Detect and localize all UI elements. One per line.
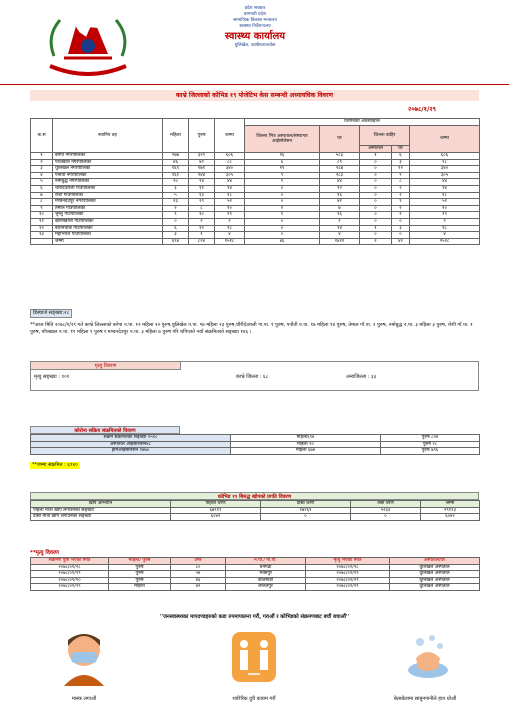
cell-e: ३४० — [410, 166, 480, 173]
handwash-illustration — [402, 628, 454, 686]
report-title: काभ्रे जिल्लाको कोभिड १९ पोजेटिभ केस सम्बन्धी अध्यावधिक विवरण — [30, 90, 479, 101]
col-status-group: विरामीको अवस्थाहाल — [245, 119, 480, 126]
vaccine-cell-1: ६७९१९ — [171, 507, 261, 514]
total-sn — [31, 238, 53, 245]
cell-t: ८८ — [215, 159, 245, 166]
death-cell-2: ५४ — [171, 571, 226, 578]
death-cell-3: काठमाडौं — [226, 577, 306, 584]
active-cell-c: पुरुष ७९६ — [381, 448, 480, 455]
gov-line-3: सामाजिक विकास मन्त्रालय — [233, 18, 277, 23]
active-row — [31, 448, 480, 455]
table-row — [31, 232, 480, 239]
cell-b: १६ — [320, 212, 360, 219]
cell-a: ० — [245, 185, 320, 192]
cell-sn: १० — [31, 212, 53, 219]
office-location: धुलिखेल, काभ्रेपलाञ्चोक — [234, 43, 276, 48]
death-cell-2: ४२ — [171, 584, 226, 591]
covid-cases-table — [30, 118, 480, 245]
cell-t: ४ — [215, 232, 245, 239]
dd-col-3: न.पा./ गा.पा. — [226, 558, 306, 565]
cell-t: १८ — [215, 225, 245, 232]
cell-name: मण्डनदेउपुर नगरपालिका — [53, 199, 163, 206]
total-m: ८२४ — [189, 238, 215, 245]
cell-f: ५ — [163, 192, 189, 199]
table-total-row — [31, 238, 480, 245]
death-cell-0: २०७८/०१/१० — [31, 577, 109, 584]
total-d: ४२ — [392, 238, 410, 245]
cell-f: १६९ — [163, 166, 189, 173]
death-cell-4: २०७८/०१/२९ — [306, 584, 390, 591]
cell-d: ६ — [392, 153, 410, 160]
active-row — [31, 441, 480, 448]
cell-f: २७७ — [163, 153, 189, 160]
cell-b: १६ — [320, 192, 360, 199]
cell-sn: १३ — [31, 232, 53, 239]
cell-b: ५८३ — [320, 153, 360, 160]
table-row — [31, 192, 480, 199]
total-f: ६९४ — [163, 238, 189, 245]
caption-handwash: बेलाबेलामा साबुनपानीले हात धोऔं — [393, 696, 457, 702]
cell-f: ३ — [163, 185, 189, 192]
death-cell-0: २०७८/०१/२९ — [31, 584, 109, 591]
death-cell-3: धनगढी — [226, 564, 306, 571]
cell-name: रोशी गाउँपालिका — [53, 192, 163, 199]
vaccine-cell-2: १७२६१ — [261, 507, 351, 514]
active-cell-a: होमआईसोलेसन १४७० — [31, 448, 231, 455]
cell-name: धुलिखेल नगरपालिका — [53, 166, 163, 173]
death-cell-3: भक्तपुर — [226, 571, 306, 578]
vaccine-row — [31, 507, 480, 514]
cell-e: १४ — [410, 185, 480, 192]
cell-f: ० — [163, 218, 189, 225]
cell-f: २३ — [163, 199, 189, 206]
cell-a: ११ — [245, 166, 320, 173]
cell-e: ४४ — [410, 179, 480, 186]
cell-sn: ३ — [31, 166, 53, 173]
col-total2: जम्मा — [410, 125, 480, 152]
death-cell-5: धुलिखेल अस्पताल — [390, 571, 480, 578]
active-cell-a: सक्रम संक्रमितको सङ्ख्या १५१८ — [31, 435, 231, 442]
cell-c: ० — [360, 205, 392, 212]
death-cell-2: ४६ — [171, 577, 226, 584]
table-row — [31, 225, 480, 232]
cell-t: १९ — [215, 212, 245, 219]
vaccine-cell-3: ० — [351, 514, 421, 521]
cell-e: २ — [410, 218, 480, 225]
cell-b: ४४ — [320, 179, 360, 186]
table-row — [31, 218, 480, 225]
table-row — [31, 166, 480, 173]
cell-sn: २ — [31, 159, 53, 166]
cell-name: बनेपा नगरपालिका — [53, 153, 163, 160]
vaccine-cell-0: दोस्रो मात्रा खोप लगाउनेको सङ्ख्या — [31, 514, 171, 521]
cell-name: चौरीदेउराली गाउँपालिका — [53, 185, 163, 192]
cell-m: ११ — [189, 185, 215, 192]
death-details-title: **मृत्यु विवरण — [30, 550, 59, 556]
cell-sn: १ — [31, 153, 53, 160]
report-date: २०७८/१/२९ — [408, 105, 436, 113]
cell-a: ० — [245, 199, 320, 206]
cell-c: १ — [360, 225, 392, 232]
cell-e: ३०५ — [410, 172, 480, 179]
cell-d: २ — [392, 185, 410, 192]
cell-e: ५२ — [410, 199, 480, 206]
cell-f: ४६ — [163, 159, 189, 166]
dd-col-2: उमेर — [171, 558, 226, 565]
cell-d: २ — [392, 212, 410, 219]
death-cell-1: पुरुष — [109, 571, 171, 578]
cell-b: ४ — [320, 232, 360, 239]
death-cell-5: धुलिखेल अस्पताल — [390, 577, 480, 584]
death-cell-1: महिला — [109, 584, 171, 591]
gov-line-4: स्वास्थ्य निर्देशनालय — [239, 24, 271, 29]
col-total: जम्मा — [215, 119, 245, 153]
cell-m: १० — [189, 212, 215, 219]
cell-m: १२ — [189, 225, 215, 232]
active-cell-b: महिला६९४ — [231, 435, 381, 442]
cell-sn: ७ — [31, 192, 53, 199]
caption-distance: शारिरिक दुरी कायम गरौं — [232, 696, 276, 702]
active-cases-body — [31, 435, 480, 455]
cell-b: २ — [320, 218, 360, 225]
cell-c: ० — [360, 166, 392, 173]
death-summary-title: मृत्यु विवरण — [31, 362, 181, 370]
cell-c: ० — [360, 185, 392, 192]
caption-mask: मास्क लगाऔं — [71, 696, 97, 702]
office-name: स्वास्थ्य कार्यालय — [224, 31, 286, 42]
new-cases-paragraph: **आज मिति २०७८/१/२९ गते काभ्रे जिल्लाको बनेपा न.पा. १२ महिला २२ पुरुष,धुलिखेल न.पा. १७ महिला २३ पुरुष,चौरीदेउराली गा.पा. १ पुरुष, पनौती न.पा. १७ महिला १४ पुरुष, तेमाल गाँ.पा. २ पुरुष, नमोबुद्ध न.पा. ३ महिला ३ पुरुष, रोशी गाँ.पा. १ पुरुष, पाँचखाल न.पा. ११ महिला ९ पुरुष र मण्डनदेउपुर न.पा. ३ महिला ७ पुरुष गरि थपिएको नयाँ संक्रमितको सङ्ख्या १४६ । — [30, 322, 473, 336]
active-cases-table — [30, 434, 480, 455]
cell-e: १८ — [410, 192, 480, 199]
cell-b: २८३ — [320, 172, 360, 179]
cell-d: ३ — [392, 225, 410, 232]
col-female: महिला — [163, 119, 189, 153]
cell-d: २ — [392, 205, 410, 212]
gov-line-1: प्रदेश सरकार — [244, 6, 266, 11]
cell-sn: ९ — [31, 205, 53, 212]
cell-f: २ — [163, 205, 189, 212]
death-cell-4: २०७८/०१/२८ — [306, 564, 390, 571]
total-infected-badge: **जम्मा संक्रमित : ६९४० — [32, 462, 78, 468]
table-row — [31, 179, 480, 186]
cell-m: १७१ — [189, 166, 215, 173]
cell-name: महाभारत गाउँपालिका — [53, 232, 163, 239]
death-details-header-row — [31, 558, 480, 565]
cell-name: पाँचखाल नगरपालिका — [53, 159, 163, 166]
cell-d: ९ — [392, 199, 410, 206]
distance-illustration — [228, 628, 280, 686]
cell-d: ३ — [392, 159, 410, 166]
cell-t: ६०६ — [215, 153, 245, 160]
cell-t: ४४ — [215, 179, 245, 186]
cell-e: १९ — [410, 212, 480, 219]
death-cell-0: २०७८/०१/२९ — [31, 571, 109, 578]
cell-sn: ४ — [31, 172, 53, 179]
death-cell-4: २०७८/०१/२९ — [306, 571, 390, 578]
discharge-badge: डिस्चार्ज सङ्ख्या:२८ — [30, 309, 72, 318]
cell-d: ९ — [392, 172, 410, 179]
cell-m: १ — [189, 232, 215, 239]
death-details-body — [31, 564, 480, 590]
cell-a: ० — [245, 218, 320, 225]
cell-e: ९८ — [410, 159, 480, 166]
table-body — [31, 153, 480, 239]
cell-f: ३ — [163, 232, 189, 239]
total-c: २ — [360, 238, 392, 245]
cell-name: पनौती नगरपालिका — [53, 172, 163, 179]
cell-f: ६ — [163, 225, 189, 232]
total-t: १५१८ — [215, 238, 245, 245]
cell-a: ९ — [245, 172, 320, 179]
cell-f: २० — [163, 179, 189, 186]
cell-c: ० — [360, 179, 392, 186]
cell-m: ८ — [189, 205, 215, 212]
active-cases-title: कोरोना सक्रिय संक्रमितको विवरण — [30, 426, 180, 434]
cell-b: ८९ — [320, 159, 360, 166]
cell-m: १४४ — [189, 172, 215, 179]
active-cell-c: पुरुष ८२४ — [381, 435, 480, 442]
cell-name: खानीखोला गाउँपालिका — [53, 218, 163, 225]
vaccine-col-2: दोस्रो चरण — [261, 501, 351, 508]
table-header-row — [31, 119, 480, 126]
cell-t: १८ — [215, 192, 245, 199]
death-row — [31, 584, 480, 591]
col-home2: घर — [392, 146, 410, 153]
emblem-logo — [40, 6, 136, 78]
table-row — [31, 199, 480, 206]
active-row — [31, 435, 480, 442]
cell-c: ० — [360, 232, 392, 239]
total-a: ४६ — [245, 238, 320, 245]
header-divider — [0, 84, 509, 85]
dd-col-5: अस्पताल/घर — [390, 558, 480, 565]
cell-c: ० — [360, 212, 392, 219]
cell-name: नमोबुद्ध नगरपालिका — [53, 179, 163, 186]
death-cell-0: २०७८/०१/२८ — [31, 564, 109, 571]
vaccine-title: कोभिड १९ बिरुद्ध खोपको प्रगति विवरण — [30, 492, 479, 500]
cell-t: ३०५ — [215, 172, 245, 179]
cell-t: १४ — [215, 185, 245, 192]
cell-m: २ — [189, 218, 215, 225]
total-label: जम्मा — [53, 238, 163, 245]
cell-t: ५२ — [215, 199, 245, 206]
cell-c: ० — [360, 192, 392, 199]
cell-a: ६ — [245, 159, 320, 166]
death-details-table — [30, 557, 480, 591]
gov-line-2: बागमती प्रदेश — [243, 12, 267, 17]
cell-m: ४२ — [189, 159, 215, 166]
vaccine-body — [31, 507, 480, 520]
dd-col-0: संक्रमण पुष्टि भएको मिति — [31, 558, 109, 565]
cell-m: ३२९ — [189, 153, 215, 160]
cell-d: ० — [392, 232, 410, 239]
cell-d: १२ — [392, 166, 410, 173]
dd-col-1: महिला/ पुरुष — [109, 558, 171, 565]
cell-e: १८ — [410, 225, 480, 232]
other-district-death-count: अन्यजिल्ला : ३३ — [346, 374, 377, 380]
cell-a: २ — [245, 179, 320, 186]
col-in-district — [245, 125, 320, 152]
cell-a: ० — [245, 192, 320, 199]
cell-sn: ११ — [31, 218, 53, 225]
cell-sn: १२ — [31, 225, 53, 232]
cell-a: ० — [245, 232, 320, 239]
death-row — [31, 577, 480, 584]
table-row — [31, 159, 480, 166]
col-hospital: अस्पताल — [360, 146, 392, 153]
col-home: घर — [320, 125, 360, 152]
cell-c: १ — [360, 153, 392, 160]
cell-m: २४ — [189, 179, 215, 186]
cell-a: ० — [245, 225, 320, 232]
vaccine-cell-1: ६०४२ — [171, 514, 261, 521]
active-cell-b: महिला ६७४ — [231, 448, 381, 455]
cell-d: ८ — [392, 179, 410, 186]
active-cell-b: महिला २० — [231, 441, 381, 448]
vaccine-row — [31, 514, 480, 521]
col-local-level: स्थानिय तह — [53, 119, 163, 153]
cell-sn: ५ — [31, 179, 53, 186]
cell-b: १४ — [320, 225, 360, 232]
death-summary-box — [30, 361, 479, 391]
col-in-district-label: जिल्ला भित्र अस्पताल/संस्थागत आईसोलेसन — [256, 133, 308, 144]
col-sn: क.स — [31, 119, 53, 153]
cell-e: १० — [410, 205, 480, 212]
cell-name: भुम्लु गाउँपालिका — [53, 212, 163, 219]
vaccine-table — [30, 500, 480, 521]
total-b: १४२१ — [320, 238, 360, 245]
death-count: मृत्यु सङ्ख्या : १०१ — [34, 374, 70, 380]
death-cell-5: धुलिखेल अस्पताल — [390, 564, 480, 571]
cell-sn: ६ — [31, 185, 53, 192]
cell-d: ० — [392, 218, 410, 225]
gov-heading — [190, 6, 320, 49]
vaccine-cell-0: पहिलो मात्रा खोप लगाउनेको सङ्ख्या — [31, 507, 171, 514]
cell-a: १ — [245, 205, 320, 212]
cell-a: १६ — [245, 153, 320, 160]
cell-a: १ — [245, 212, 320, 219]
vaccine-col-0: खोप अभियान — [31, 501, 171, 508]
death-cell-1: पुरुष — [109, 577, 171, 584]
col-male: पुरुष — [189, 119, 215, 153]
col-out-district: जिल्ला बाहिर — [360, 125, 410, 146]
active-cell-a: अस्पताल आईसोलेसन४८ — [31, 441, 231, 448]
active-cell-c: पुरुष २८ — [381, 441, 480, 448]
vaccine-cell-4: २९१९३ — [421, 507, 480, 514]
vaccine-col-4: जम्मा — [421, 501, 480, 508]
death-cell-1: पुरुष — [109, 564, 171, 571]
cell-t: १० — [215, 205, 245, 212]
cell-e: ६०६ — [410, 153, 480, 160]
cell-t: ३४० — [215, 166, 245, 173]
vaccine-col-1: पहिलो चरण — [171, 501, 261, 508]
district-death-count: काभ्रे जिल्ला : ६८ — [236, 374, 269, 380]
cell-b: १२ — [320, 185, 360, 192]
cell-f: ९ — [163, 212, 189, 219]
mask-illustration — [58, 628, 110, 686]
cell-name: बेथानचोक गाउँपालिका — [53, 225, 163, 232]
cell-b: ७ — [320, 205, 360, 212]
cell-f: १६१ — [163, 172, 189, 179]
cell-t: २ — [215, 218, 245, 225]
public-health-quote: ''जनस्वास्थ्यका मापदण्डहरुको कडा रुपमापालना गरौं, गराऔं र कोभिडको संक्रमणबाट बचौं बचाऔं'' — [159, 614, 350, 620]
table-row — [31, 212, 480, 219]
vaccine-header-row — [31, 501, 480, 508]
table-row — [31, 185, 480, 192]
vaccine-cell-4: ६०४२ — [421, 514, 480, 521]
death-row — [31, 564, 480, 571]
death-cell-3: ललितपुर — [226, 584, 306, 591]
dd-col-4: मृत्यु भएको मिति — [306, 558, 390, 565]
death-cell-5: धुलिखेल अस्पताल — [390, 584, 480, 591]
death-cell-2: ८० — [171, 564, 226, 571]
total-e: १५१८ — [410, 238, 480, 245]
cell-name: तेमाल गाउँपालिका — [53, 205, 163, 212]
cell-b: २८७ — [320, 166, 360, 173]
table-row — [31, 205, 480, 212]
cell-c: ० — [360, 159, 392, 166]
cell-d: २ — [392, 192, 410, 199]
cell-sn: ८ — [31, 199, 53, 206]
death-row — [31, 571, 480, 578]
cell-b: ४२ — [320, 199, 360, 206]
cell-c: ० — [360, 199, 392, 206]
cell-e: ४ — [410, 232, 480, 239]
vaccine-cell-2: ० — [261, 514, 351, 521]
vaccine-col-3: तेस्रो चरण — [351, 501, 421, 508]
cell-m: १३ — [189, 192, 215, 199]
table-row — [31, 153, 480, 160]
table-row — [31, 172, 480, 179]
vaccine-cell-3: ५२३३ — [351, 507, 421, 514]
cell-m: २९ — [189, 199, 215, 206]
death-cell-4: २०७८/०१/२९ — [306, 577, 390, 584]
cell-c: ० — [360, 172, 392, 179]
cell-c: ० — [360, 218, 392, 225]
